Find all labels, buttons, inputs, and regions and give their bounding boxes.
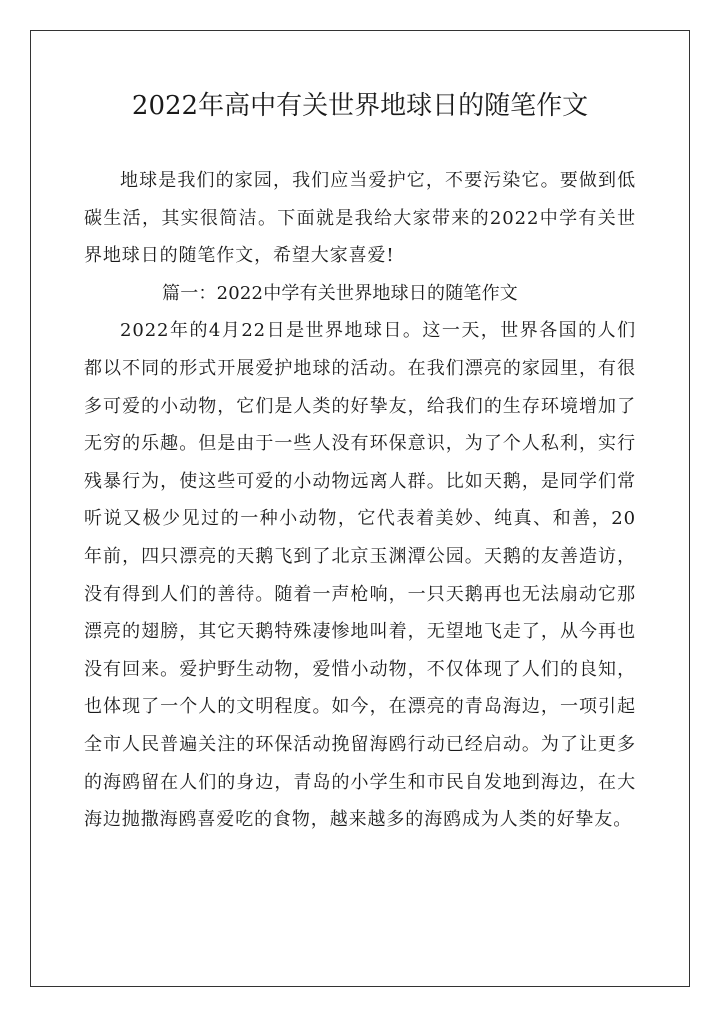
document-body: [84, 162, 636, 839]
section-heading: 篇一：2022中学有关世界地球日的随笔作文: [162, 282, 519, 304]
document-title: 2022年高中有关世界地球日的随笔作文: [131, 91, 589, 121]
intro-paragraph: 地球是我们的家园，我们应当爱护它，不要污染它。要做到低碳生活，其实很简洁。下面就是我给大家带来的2022中学有关世界地球日的随笔作文，希望大家喜爱!: [84, 170, 636, 267]
section-paragraph: 2022年的4月22日是世界地球日。这一天，世界各国的人们都以不同的形式开展爱护地球的活动。在我们漂亮的家园里，有很多可爱的小动物，它们是人类的好挚友，给我们的生存环境增加了无穷的乐趣。但是由于一些人没有环保意识，为了个人私利，实行残暴行为，使这些可爱的小动物远离人群。比如天鹅，是同学们常听说又极少见过的一种小动物，它代表着美妙、纯真、和善，20年前，四只漂亮的天鹅飞到了北京玉渊潭公园。天鹅的友善造访，没有得到人们的善待。随着一声枪响，一只天鹅再也无法扇动它那漂亮的翅膀，其它天鹅特殊凄惨地叫着，无望地飞走了，从今再也没有回来。爱护野生动物，爱惜小动物，不仅体现了人们的良知，也体现了一个人的文明程度。如今，在漂亮的青岛海边，一项引起全市人民普遍关注的环保活动挽留海鸥行动已经启动。为了让更多的海鸥留在人们的身边，青岛的小学生和市民自发地到海边，在大海边抛撒海鸥喜爱吃的食物，越来越多的海鸥成为人类的好挚友。: [84, 320, 636, 831]
